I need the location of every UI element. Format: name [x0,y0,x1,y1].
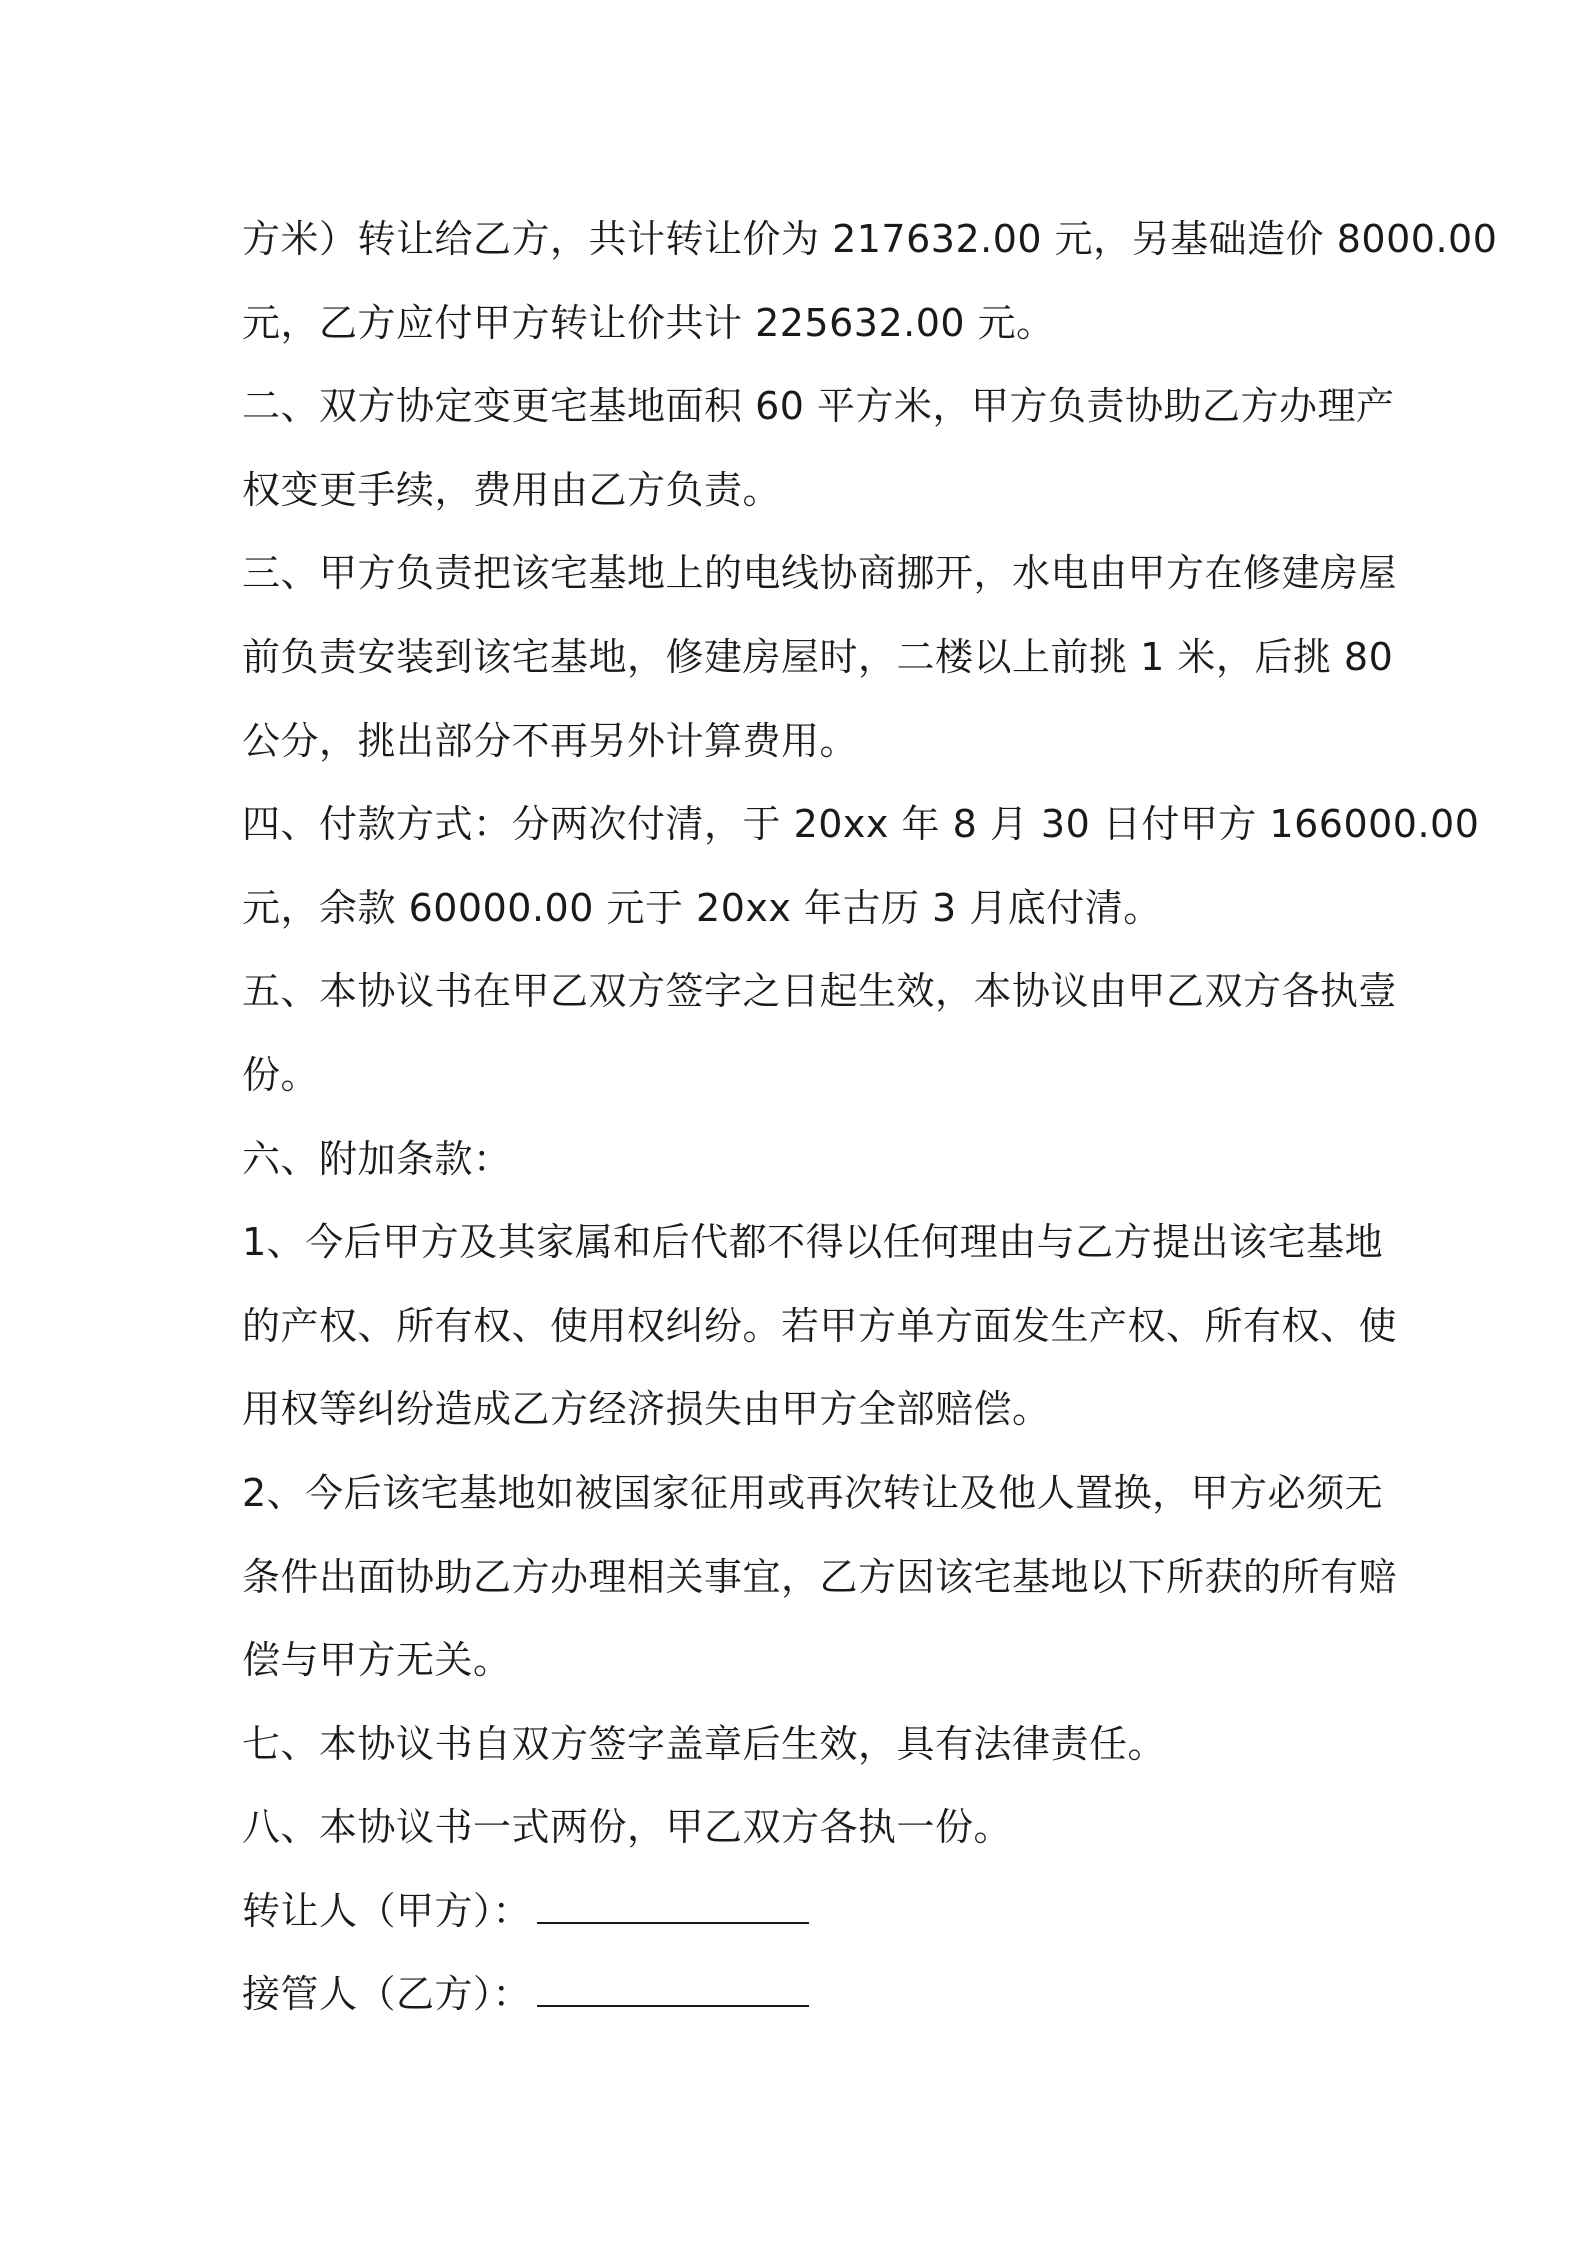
clause-6-1-line: 用权等纠纷造成乙方经济损失由甲方全部赔偿。 [242,1387,1051,1432]
clause-6-1-line: 的产权、所有权、使用权纠纷。若甲方单方面发生产权、所有权、使 [242,1303,1398,1348]
transferor-signature-blank [537,1880,809,1924]
clause-2-line: 二、双方协定变更宅基地面积 60 平方米，甲方负责协助乙方办理产 [242,384,1395,429]
receiver-label: 接管人（乙方）： [242,1972,532,2017]
clause-2-line: 权变更手续，费用由乙方负责。 [242,467,782,512]
clause-3-line: 三、甲方负责把该宅基地上的电线协商挪开，水电由甲方在修建房屋 [242,551,1398,596]
receiver-signature-row [242,1953,1354,2037]
receiver-signature-blank [537,1963,809,2007]
paragraph-line: 方米）转让给乙方，共计转让价为 217632.00 元，另基础造价 8000.00 [242,217,1498,261]
clause-3-line: 前负责安装到该宅基地，修建房屋时，二楼以上前挑 1 米，后挑 80 [242,634,1394,679]
clause-6-2-line: 2、今后该宅基地如被国家征用或再次转让及他人置换，甲方必须无 [242,1470,1384,1515]
clause-6-2-line: 偿与甲方无关。 [242,1638,512,1683]
clause-6-2-line: 条件出面协助乙方办理相关事宜，乙方因该宅基地以下所获的所有赔 [242,1554,1398,1599]
clause-6-heading: 六、附加条款： [242,1136,512,1181]
clause-3-line: 公分，挑出部分不再另外计算费用。 [242,718,859,763]
paragraph-line: 元，乙方应付甲方转让价共计 225632.00 元。 [242,300,1055,345]
clause-4-line: 元，余款 60000.00 元于 20xx 年古历 3 月底付清。 [242,885,1162,930]
clause-7-line: 七、本协议书自双方签字盖章后生效，具有法律责任。 [242,1721,1167,1766]
clause-5-line: 五、本协议书在甲乙双方签字之日起生效，本协议由甲乙双方各执壹 [242,969,1398,1014]
clause-6-1-line: 1、今后甲方及其家属和后代都不得以任何理由与乙方提出该宅基地 [242,1220,1384,1265]
clause-4-line: 四、付款方式：分两次付清，于 20xx 年 8 月 30 日付甲方 166000.00 [242,802,1480,847]
document-body [242,198,1498,2037]
transferor-label: 转让人（甲方）： [242,1888,532,1933]
clause-5-line: 份。 [242,1052,320,1097]
clause-8-line: 八、本协议书一式两份，甲乙双方各执一份。 [242,1805,1013,1850]
transferor-signature-row [242,1870,1354,1954]
